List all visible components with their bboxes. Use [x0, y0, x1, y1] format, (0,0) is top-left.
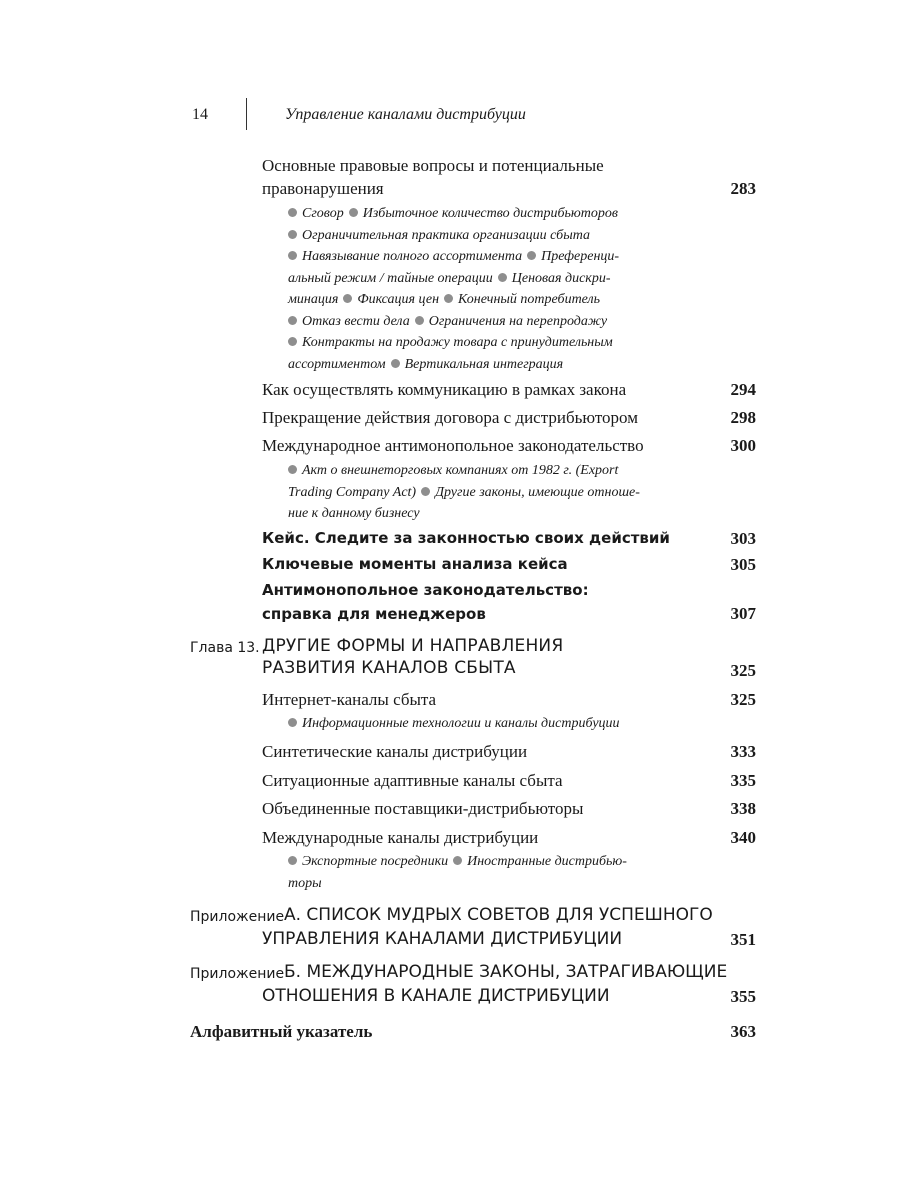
page-ref: 351	[730, 930, 756, 949]
bullet-icon	[288, 251, 297, 260]
bullet-icon	[288, 856, 297, 865]
bullet-icon	[288, 230, 297, 239]
subtopic-line: Сговор Избыточное количество дистрибьюторов	[288, 203, 700, 225]
toc-entry-index[interactable]: Алфавитный указатель	[190, 1022, 373, 1041]
toc-entry-situational-channels[interactable]: Ситуационные адаптивные каналы сбыта	[262, 771, 563, 790]
subtopics-legal-issues	[288, 203, 700, 375]
bullet-icon	[415, 316, 424, 325]
subtopic-line: Навязывание полного ассортимента Преференци-	[288, 246, 700, 268]
page-ref: 338	[730, 799, 756, 818]
toc-entry-antitrust-reference[interactable]	[262, 578, 702, 626]
toc-entry-communication[interactable]: Как осуществлять коммуникацию в рамках закона	[262, 380, 627, 399]
toc-entry-internet-channels[interactable]: Интернет-каналы сбыта	[262, 690, 437, 709]
header-divider	[246, 98, 247, 130]
bullet-icon	[288, 316, 297, 325]
page-ref: 325	[730, 690, 756, 709]
subtopic-line: Отказ вести дела Ограничения на перепродажу	[288, 311, 700, 333]
page-ref: 355	[730, 987, 756, 1006]
entry-title-line: справка для менеджеров	[262, 605, 486, 623]
bullet-icon	[288, 208, 297, 217]
subtopic-line: Trading Company Act) Другие законы, имеющие отноше-	[288, 484, 640, 500]
toc-entry-international-channels[interactable]: Международные каналы дистрибуции	[262, 828, 539, 847]
appendix-label: Приложение	[190, 909, 285, 925]
appendix-b-title-line1[interactable]: Б. МЕЖДУНАРОДНЫЕ ЗАКОНЫ, ЗАТРАГИВАЮЩИЕ	[284, 962, 728, 982]
toc-entry-termination[interactable]: Прекращение действия договора с дистрибьютором	[262, 408, 638, 427]
subtopic-line: альный режим / тайные операции Ценовая дискри-	[288, 270, 611, 286]
bullet-icon	[349, 208, 358, 217]
subtopics-international-antitrust	[288, 460, 700, 525]
appendix-a-title-line2[interactable]: УПРАВЛЕНИЯ КАНАЛАМИ ДИСТРИБУЦИИ	[262, 929, 623, 949]
bullet-icon	[498, 273, 507, 282]
chapter-title-line: РАЗВИТИЯ КАНАЛОВ СБЫТА	[262, 658, 516, 678]
chapter-title[interactable]	[262, 635, 563, 679]
appendix-b-title-line2[interactable]: ОТНОШЕНИЯ В КАНАЛЕ ДИСТРИБУЦИИ	[262, 986, 610, 1006]
entry-title-line: Основные правовые вопросы и потенциальные	[262, 156, 604, 175]
entry-title-line: правонарушения	[262, 179, 384, 198]
bullet-icon	[391, 359, 400, 368]
page-ref: 333	[730, 742, 756, 761]
subtopic-line: Акт о внешнеторговых компаниях от 1982 г. (Export	[288, 460, 700, 482]
bullet-icon	[527, 251, 536, 260]
entry-title-line: Антимонопольное законодательство:	[262, 581, 589, 599]
page-ref: 307	[730, 604, 756, 623]
toc-entry-synthetic-channels[interactable]: Синтетические каналы дистрибуции	[262, 742, 528, 761]
toc-entry-case[interactable]: Кейс. Следите за законностью своих действий	[262, 529, 670, 547]
subtopic-line: торы	[288, 875, 322, 891]
subtopic-line: Экспортные посредники Иностранные дистрибью-	[288, 851, 700, 873]
toc-entry-legal-issues[interactable]	[262, 154, 702, 200]
page-ref: 305	[730, 555, 756, 574]
running-title: Управление каналами дистрибуции	[285, 106, 526, 123]
appendix-label: Приложение	[190, 966, 285, 982]
page-ref: 294	[730, 380, 756, 399]
chapter-title-line: ДРУГИЕ ФОРМЫ И НАПРАВЛЕНИЯ	[262, 636, 564, 656]
subtopic-line: Информационные технологии и каналы дистрибуции	[288, 713, 700, 735]
subtopic-line: Контракты на продажу товара с принудительным	[288, 332, 700, 354]
subtopics-international-channels	[288, 851, 700, 894]
page-ref: 325	[730, 661, 756, 680]
bullet-icon	[421, 487, 430, 496]
page-ref: 340	[730, 828, 756, 847]
subtopic-line: Ограничительная практика организации сбыта	[288, 225, 700, 247]
subtopic-line: ассортиментом Вертикальная интеграция	[288, 356, 564, 372]
page-ref: 335	[730, 771, 756, 790]
toc-entry-international-antitrust[interactable]: Международное антимонопольное законодательство	[262, 436, 644, 455]
subtopic-line: минация Фиксация цен Конечный потребитель	[288, 292, 601, 307]
subtopics-internet-channels	[288, 713, 700, 735]
bullet-icon	[453, 856, 462, 865]
page-number: 14	[192, 106, 208, 123]
chapter-label: Глава 13.	[190, 640, 260, 656]
subtopic-line: ние к данному бизнесу	[288, 506, 420, 521]
bullet-icon	[444, 294, 453, 303]
bullet-icon	[288, 718, 297, 727]
bullet-icon	[343, 294, 352, 303]
toc-entry-united-suppliers[interactable]: Объединенные поставщики-дистрибьюторы	[262, 799, 584, 818]
appendix-a-title-line1[interactable]: А. СПИСОК МУДРЫХ СОВЕТОВ ДЛЯ УСПЕШНОГО	[284, 905, 713, 925]
page-ref: 300	[730, 436, 756, 455]
bullet-icon	[288, 465, 297, 474]
page-ref: 363	[730, 1022, 756, 1041]
page-ref: 303	[730, 529, 756, 548]
page-ref: 283	[730, 179, 756, 198]
toc-entry-key-points[interactable]: Ключевые моменты анализа кейса	[262, 555, 568, 573]
page-ref: 298	[730, 408, 756, 427]
bullet-icon	[288, 337, 297, 346]
